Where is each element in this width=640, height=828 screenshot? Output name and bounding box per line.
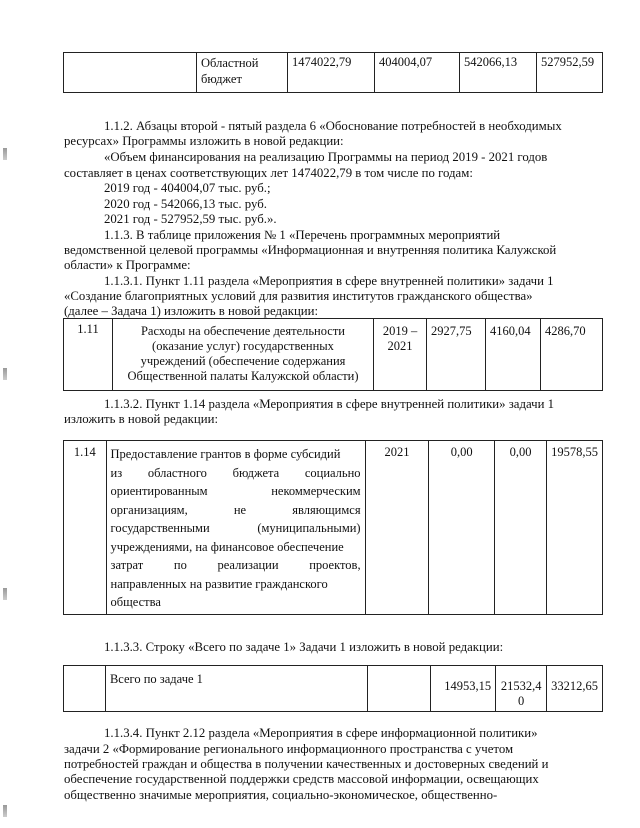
item-2020: 4160,04: [490, 324, 531, 338]
year-2020-line: 2020 год - 542066,13 тыс. руб.: [104, 197, 267, 211]
desc-line: Расходы на обеспечение деятельности: [140, 324, 346, 338]
desc-line: направленных на развитие гражданского: [110, 576, 328, 591]
desc-line: ориентированным некоммерческим: [110, 484, 361, 498]
paragraph-1-1-3-3: 1.1.3.3. Строку «Всего по задаче 1» Задачи 1 изложить в новой редакции:: [104, 640, 504, 654]
total-task1-table: [63, 665, 603, 712]
empty-cell: [368, 666, 431, 712]
value3-cell: [547, 666, 603, 712]
value1-cell: [431, 666, 496, 712]
paragraph-1-1-3-4-line2: задачи 2 «Формирование регионального информационного пространства с учетом: [64, 742, 514, 756]
value1-cell: [429, 441, 495, 615]
paragraph-1-1-3-2-line2: изложить в новой редакции:: [64, 412, 218, 426]
paragraph-1-1-3-1-line2: «Создание благоприятных условий для развития институтов гражданского общества»: [64, 289, 533, 303]
item-1-11-table: [63, 318, 603, 391]
empty-cell: [64, 666, 106, 712]
item-number-cell: [64, 441, 107, 615]
total-value-2-part1: 21532,4: [500, 679, 542, 693]
paragraph-1-1-3-1-line1: 1.1.3.1. Пункт 1.11 раздела «Мероприятия в сфере внутренней политики» задачи 1: [104, 274, 554, 288]
period-start: 2019 –: [382, 324, 418, 338]
paragraph-1-1-3-4-line5: общественно значимые мероприятия, социально-экономическое, общественно-: [64, 788, 498, 802]
paragraph-1-1-2-line1: 1.1.2. Абзацы второй - пятый раздела 6 «Обоснование потребностей в необходимых: [104, 119, 562, 133]
item-total: 2927,75: [431, 324, 472, 338]
margin-mark: [3, 148, 7, 160]
desc-line: (оказание услуг) государственных: [152, 339, 334, 353]
table-row: [64, 441, 603, 615]
budget-2019: 404004,07: [379, 55, 433, 69]
budget-2021: 527952,59: [541, 55, 595, 69]
paragraph-1-1-3-4-line3: потребностей граждан и общества в получении качественных и достоверных сведений и: [64, 757, 549, 771]
year-2021-line: 2021 год - 527952,59 тыс. руб.».: [104, 212, 277, 226]
desc-line: Общественной палаты Калужской области): [127, 369, 359, 383]
item-value-3: 19578,55: [551, 445, 598, 459]
budget-total: 1474022,79: [292, 55, 352, 69]
y2021-cell: [537, 53, 603, 93]
value2-cell: [496, 666, 547, 712]
item-number: 1.11: [77, 322, 99, 336]
item-1-14-table: [63, 440, 603, 615]
period-cell: [374, 319, 427, 391]
desc-line: организациям, не являющимся: [110, 502, 361, 517]
item-number-cell: [64, 319, 113, 391]
item-desc-cell: [106, 441, 365, 615]
margin-mark: [3, 368, 7, 380]
quote-line1: «Объем финансирования на реализацию Программы на период 2019 - 2021 годов: [104, 150, 548, 164]
paragraph-1-1-3-4-line1: 1.1.3.4. Пункт 2.12 раздела «Мероприятия в сфере информационной политики»: [104, 726, 538, 740]
total-label-cell: [105, 666, 367, 712]
desc-line: Предоставление грантов в форме субсидий: [110, 447, 341, 461]
margin-mark: [3, 805, 7, 817]
desc-line: учреждений (обеспечение содержания: [140, 354, 346, 368]
paragraph-1-1-2-line2: ресурсах» Программы изложить в новой редакции:: [64, 134, 344, 148]
total-value-2-part2: 0: [518, 694, 525, 708]
budget-label-cell: [197, 53, 288, 93]
total-cell: [288, 53, 375, 93]
total-value-1: 14953,15: [444, 679, 492, 693]
period-end: 2021: [387, 339, 413, 353]
paragraph-1-1-3-line3: области» к Программе:: [64, 258, 191, 272]
desc-line: общества: [110, 595, 161, 609]
total-label: Всего по задаче 1: [109, 672, 203, 686]
table-row: [64, 53, 603, 93]
paragraph-1-1-3-1-line3: (далее – Задача 1) изложить в новой редакции:: [64, 304, 319, 318]
year-cell: [365, 441, 429, 615]
value2-cell: [494, 441, 546, 615]
budget-label: Областной бюджет: [201, 56, 259, 86]
item-number: 1.14: [73, 445, 96, 459]
total-cell: [427, 319, 486, 391]
quote-line2: составляет в ценах соответствующих лет 1474022,79 в том числе по годам:: [64, 166, 473, 180]
margin-mark: [3, 588, 7, 600]
y2020-cell: [460, 53, 537, 93]
item-value-1: 0,00: [450, 445, 473, 459]
paragraph-1-1-3-4-line4: обеспечение государственной поддержки средств массовой информации, освещающих: [64, 772, 539, 786]
desc-line: учреждениями, на финансовое обеспечение: [110, 539, 344, 554]
item-desc-cell: [113, 319, 374, 391]
total-value-3: 33212,65: [551, 679, 598, 693]
year-2019-line: 2019 год - 404004,07 тыс. руб.;: [104, 181, 271, 195]
paragraph-1-1-3-2-line1: 1.1.3.2. Пункт 1.14 раздела «Мероприятия в сфере внутренней политики» задачи 1: [104, 397, 555, 411]
budget-2020: 542066,13: [464, 55, 518, 69]
item-value-2: 0,00: [509, 445, 532, 459]
item-year: 2021: [384, 445, 410, 459]
paragraph-1-1-3-line1: 1.1.3. В таблице приложения № 1 «Перечень программных мероприятий: [104, 228, 501, 242]
value3-cell: [547, 441, 603, 615]
desc-line: государственными (муниципальными): [110, 521, 361, 535]
item-2021: 4286,70: [545, 324, 586, 338]
empty-cell: [64, 53, 197, 93]
y2019-cell: [375, 53, 460, 93]
desc-line: затрат по реализации проектов,: [110, 558, 361, 572]
budget-table: [63, 52, 603, 93]
y2020-cell: [486, 319, 541, 391]
paragraph-1-1-3-line2: ведомственной целевой программы «Информационная и внутренняя политика Калужской: [64, 243, 557, 257]
desc-line: из областного бюджета социально: [110, 465, 361, 480]
y2021-cell: [541, 319, 603, 391]
table-row: [64, 319, 603, 391]
table-row: [64, 666, 603, 712]
